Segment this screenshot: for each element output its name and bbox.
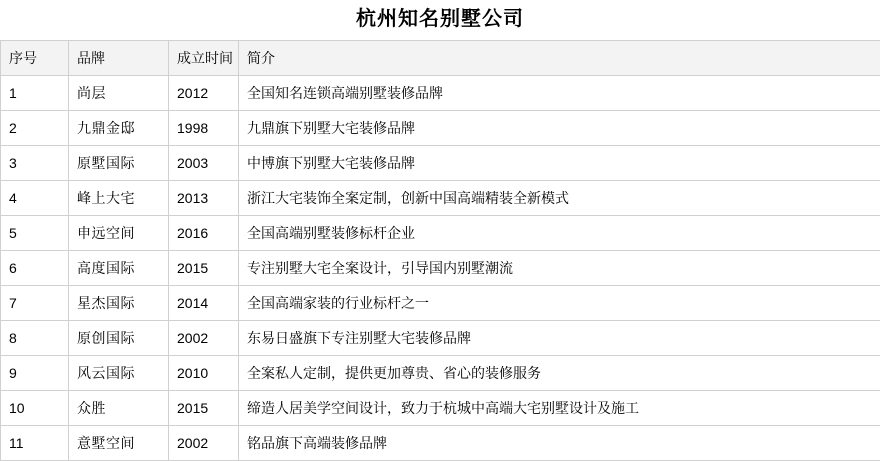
- column-header-description: 简介: [239, 41, 880, 76]
- cell-brand: 九鼎金邸: [69, 111, 169, 146]
- cell-index: 9: [1, 356, 69, 391]
- cell-description: 缔造人居美学空间设计，致力于杭城中高端大宅别墅设计及施工: [239, 391, 880, 426]
- villa-companies-table: [0, 40, 880, 461]
- table-body: [1, 76, 880, 461]
- table-row: [1, 216, 880, 251]
- cell-index: 2: [1, 111, 69, 146]
- column-header-index: 序号: [1, 41, 69, 76]
- cell-year: 2014: [169, 286, 239, 321]
- cell-year: 2010: [169, 356, 239, 391]
- table-row: [1, 321, 880, 356]
- cell-brand: 原创国际: [69, 321, 169, 356]
- cell-description: 专注别墅大宅全案设计，引导国内别墅潮流: [239, 251, 880, 286]
- cell-year: 2013: [169, 181, 239, 216]
- cell-year: 1998: [169, 111, 239, 146]
- cell-description: 全国知名连锁高端别墅装修品牌: [239, 76, 880, 111]
- cell-brand: 申远空间: [69, 216, 169, 251]
- cell-description: 全国高端家装的行业标杆之一: [239, 286, 880, 321]
- table-row: [1, 181, 880, 216]
- cell-description: 铭品旗下高端装修品牌: [239, 426, 880, 461]
- cell-description: 全国高端别墅装修标杆企业: [239, 216, 880, 251]
- cell-description: 东易日盛旗下专注别墅大宅装修品牌: [239, 321, 880, 356]
- cell-brand: 风云国际: [69, 356, 169, 391]
- column-header-year: 成立时间: [169, 41, 239, 76]
- table-row: [1, 251, 880, 286]
- cell-year: 2015: [169, 391, 239, 426]
- cell-description: 浙江大宅装饰全案定制，创新中国高端精装全新模式: [239, 181, 880, 216]
- cell-brand: 尚层: [69, 76, 169, 111]
- cell-description: 中博旗下别墅大宅装修品牌: [239, 146, 880, 181]
- table-header-row: [1, 41, 880, 76]
- cell-brand: 星杰国际: [69, 286, 169, 321]
- cell-description: 全案私人定制，提供更加尊贵、省心的装修服务: [239, 356, 880, 391]
- cell-brand: 原墅国际: [69, 146, 169, 181]
- column-header-brand: 品牌: [69, 41, 169, 76]
- cell-index: 1: [1, 76, 69, 111]
- table-row: [1, 356, 880, 391]
- cell-year: 2016: [169, 216, 239, 251]
- cell-index: 5: [1, 216, 69, 251]
- cell-brand: 众胜: [69, 391, 169, 426]
- cell-index: 6: [1, 251, 69, 286]
- table-row: [1, 286, 880, 321]
- cell-year: 2003: [169, 146, 239, 181]
- cell-index: 3: [1, 146, 69, 181]
- cell-index: 8: [1, 321, 69, 356]
- table-row: [1, 146, 880, 181]
- table-row: [1, 76, 880, 111]
- cell-year: 2002: [169, 321, 239, 356]
- cell-index: 7: [1, 286, 69, 321]
- cell-year: 2002: [169, 426, 239, 461]
- cell-index: 10: [1, 391, 69, 426]
- page-title: 杭州知名别墅公司: [0, 0, 880, 40]
- cell-index: 11: [1, 426, 69, 461]
- cell-year: 2015: [169, 251, 239, 286]
- table-header: [1, 41, 880, 76]
- cell-brand: 峰上大宅: [69, 181, 169, 216]
- table-row: [1, 391, 880, 426]
- cell-brand: 高度国际: [69, 251, 169, 286]
- cell-year: 2012: [169, 76, 239, 111]
- cell-brand: 意墅空间: [69, 426, 169, 461]
- cell-description: 九鼎旗下别墅大宅装修品牌: [239, 111, 880, 146]
- table-row: [1, 426, 880, 461]
- table-row: [1, 111, 880, 146]
- cell-index: 4: [1, 181, 69, 216]
